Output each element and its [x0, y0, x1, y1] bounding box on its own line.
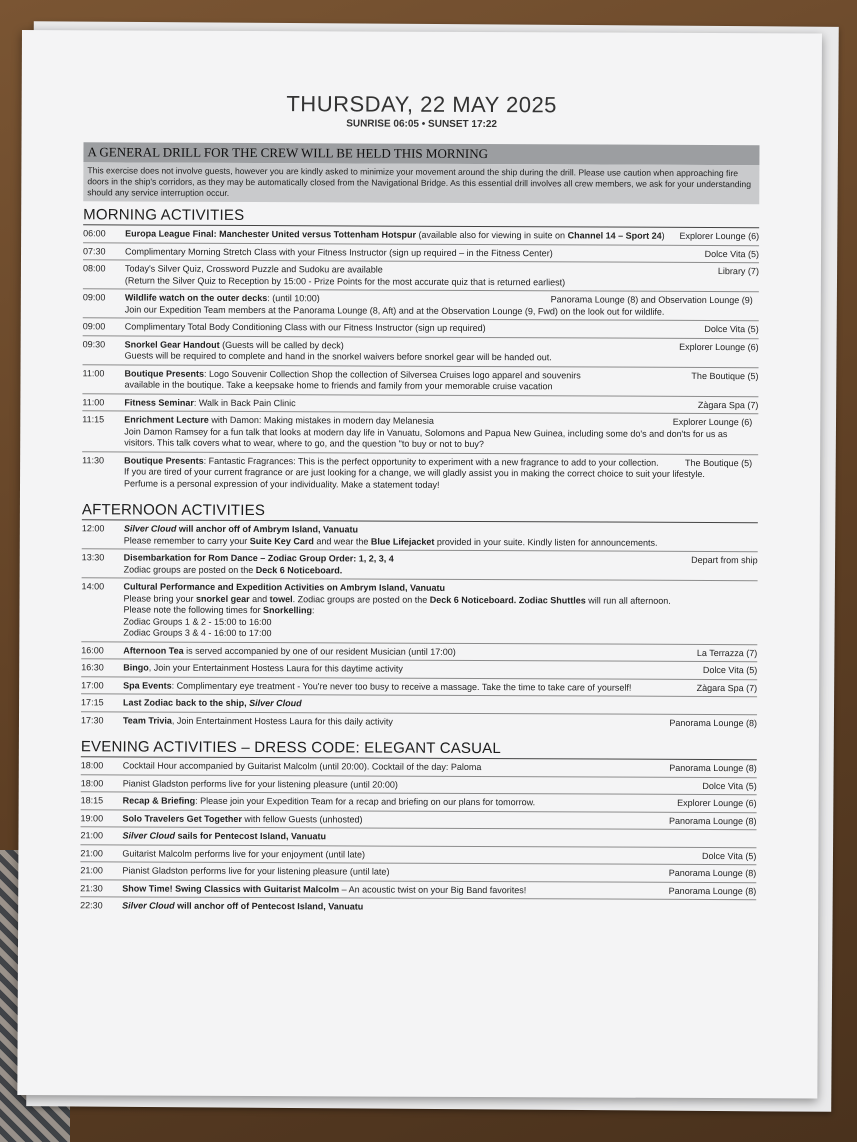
location: Explorer Lounge (6): [672, 416, 753, 428]
time: 12:00: [81, 523, 105, 534]
location: Library (7): [717, 266, 759, 277]
page-date: THURSDAY, 22 MAY 2025: [286, 91, 557, 118]
description: Complimentary Morning Stretch Class with your Fitness Instructor (sign up required – in the Fitness Center): [125, 245, 553, 258]
time: 07:30: [83, 245, 106, 256]
time: 16:00: [81, 644, 104, 655]
location: Explorer Lounge (6): [679, 341, 759, 352]
location: Zàgara Spa (7): [696, 682, 758, 693]
description: Silver Cloud sails for Pentecost Island, Vanuatu: [122, 830, 327, 842]
evening-heading: EVENING ACTIVITIES – DRESS CODE: ELEGANT CASUAL: [81, 738, 757, 760]
description: Fitness Seminar: Walk in Back Pain Clinic: [124, 396, 296, 408]
time: 21:30: [80, 882, 103, 893]
location: Panorama Lounge (8): [668, 885, 757, 896]
location: Zàgara Spa (7): [697, 399, 759, 410]
description: Today's Silver Quiz, Crossword Puzzle and Sudoku are available (Return the Silver Quiz to Reception by 15:00 - Prize Points for the most accurate quiz that is returned earliest): [124, 263, 566, 287]
location: Explorer Lounge (6): [677, 797, 757, 809]
location: Dolce Vita (5): [702, 850, 757, 861]
description: Enrichment Lecture with Damon: Making mistakes in modern day Melanesia Explorer Lounge (6) Join Damon Ramsey for a fun talk that looks at modern day life in Vanuatu, Solomons and Papua New Guinea, including some do's and don'ts for us as visitors. This talk covers what to wear, where to go, and the question "to buy or not to buy?: [124, 414, 753, 450]
description: Disembarkation for Rom Dance – Zodiac Group Order: 1, 2, 3, 4 Zodiac groups are posted on the Deck 6 Noticeboard.: [123, 552, 394, 575]
description: Guitarist Malcolm performs live for your enjoyment (until late): [122, 847, 366, 860]
time: 08:00: [82, 263, 106, 274]
description: Europa League Final: Manchester United versus Tottenham Hotspur (available also for viewing in suite on Channel 14 – Sport 24): [125, 228, 665, 241]
time: 09:00: [82, 292, 106, 303]
sunrise-sunset: SUNRISE 06:05 • SUNSET 17:22: [346, 118, 498, 131]
location: The Boutique (5): [685, 457, 753, 468]
morning-heading: MORNING ACTIVITIES: [83, 206, 759, 228]
location: Dolce Vita (5): [704, 248, 760, 259]
description: Last Zodiac back to the ship, Silver Cloud: [123, 697, 302, 709]
schedule-row: [82, 411, 758, 454]
time: 22:30: [80, 900, 103, 911]
location: Explorer Lounge (6): [679, 230, 760, 242]
description: Complimentary Total Body Conditioning Class with our Fitness Instructor (sign up required): [124, 321, 486, 334]
time: 16:30: [81, 662, 104, 673]
description: Solo Travelers Get Together with fellow Guests (unhosted): [122, 812, 363, 824]
description: Cultural Performance and Expedition Activities on Ambrym Island, Vanuatu Please bring your snorkel gear and towel. Zodiac groups are posted on the Deck 6 Noticeboard. Zodiac Shuttles will run all afternoon. Please note the following times for Snorkelling: Zodiac Groups 1 & 2 - 15:00 to 16:00 Zodiac Groups 3 & 4 - 16:00 to 17:00: [123, 581, 671, 639]
time: 11:00: [82, 367, 105, 378]
location: Panorama Lounge (8): [669, 717, 758, 728]
description: Wildlife watch on the outer decks: (until 10:00) Panorama Lounge (8) and Observation Lounge (9) Join our Expedition Team members at the Panorama Lounge (8, Aft) and at the Observation Lounge (9, Fwd) on the look out for wildlife.: [124, 292, 753, 317]
time: 06:00: [83, 228, 106, 239]
location: Dolce Vita (5): [702, 664, 758, 676]
drill-text: This exercise does not involve guests, however you are kindly asked to minimize your movement around the ship during the drill. Please use caution when approaching fire doors in the ship's corridors, as they may be automatically closed from the Navigational Bridge. As this essential drill involves all crew members, we ask for your understanding should any service interruption occur.: [83, 162, 759, 204]
description: Pianist Gladston performs live for your listening pleasure (until late): [122, 865, 390, 877]
location: Panorama Lounge (8): [668, 815, 757, 826]
time: 21:00: [80, 865, 103, 876]
time: 09:00: [82, 321, 106, 332]
time: 13:30: [81, 552, 105, 563]
schedule-row: [81, 578, 757, 644]
schedule-row: [80, 897, 756, 916]
schedule-row: [82, 452, 758, 494]
time: 17:15: [81, 697, 104, 708]
schedule-row: [82, 549, 758, 581]
time: 17:00: [81, 679, 104, 690]
schedule-row: [82, 365, 758, 397]
time: 18:00: [80, 777, 104, 788]
description: Silver Cloud will anchor off of Ambrym Island, Vanuatu Please remember to carry your Suite Key Card and wear the Blue Lifejacket provided in your suite. Kindly listen for announcements.: [123, 523, 658, 548]
description: Afternoon Tea is served accompanied by one of our resident Musician (until 17:00): [123, 644, 456, 657]
location: Dolce Vita (5): [704, 323, 759, 335]
time: 11:15: [82, 414, 105, 425]
description: Snorkel Gear Handout (Guests will be called by deck) Guests will be required to complete and hand in the snorkel waivers before snorkel gear will be handed out.: [124, 338, 552, 363]
description: Show Time! Swing Classics with Guitarist Malcolm – An acoustic twist on your Big Band favorites!: [122, 882, 527, 895]
time: 21:00: [80, 847, 103, 858]
time: 18:15: [80, 795, 104, 806]
location: La Terrazza (7): [696, 647, 758, 658]
afternoon-heading: AFTERNOON ACTIVITIES: [82, 501, 758, 523]
description: Bingo, Join your Entertainment Hostess Laura for this daytime activity: [123, 662, 403, 674]
time: 09:30: [82, 338, 106, 349]
time: 19:00: [80, 812, 104, 823]
description: Spa Events: Complimentary eye treatment - You're never too busy to receive a massage. Take the time to take care of yourself!: [123, 679, 632, 693]
location: Panorama Lounge (8): [668, 867, 757, 879]
drill-title: A GENERAL DRILL FOR THE CREW WILL BE HELD THIS MORNING: [83, 142, 759, 165]
location: Panorama Lounge (8) and Observation Lounge (9): [550, 294, 753, 306]
schedule-row: [81, 712, 757, 731]
time: 18:00: [80, 760, 104, 771]
time: 17:30: [80, 714, 104, 725]
header: [22, 30, 822, 131]
program-content: [80, 142, 759, 916]
description: Boutique Presents: Fantastic Fragrances: This is the perfect opportunity to experiment with a new fragrance to add to your collection. The Boutique (5) If you are tired of your current fragrance or are just looking for a change, we will gladly assist you in making the correct choice to suit your lifestyle. Perfume is a personal expression of your individuality. Make a statement today!: [124, 454, 753, 490]
schedule-row: [83, 289, 759, 321]
description: Boutique Presents: Logo Souvenir Collection Shop the collection of Silversea Cruises logo apparel and souvenirs available in the boutique. Take a keepsake home to friends and family from your memorable cruise vacation: [124, 367, 581, 392]
description: Team Trivia, Join Entertainment Hostess Laura for this daily activity: [122, 714, 393, 727]
description: Recap & Briefing: Please join your Expedition Team for a recap and briefing on our plans for tomorrow.: [122, 795, 536, 808]
schedule-row: [83, 260, 759, 292]
location: Panorama Lounge (8): [669, 762, 757, 774]
description: Pianist Gladston performs live for your listening pleasure (until 20:00): [122, 777, 398, 790]
schedule-row: [83, 336, 759, 368]
location: The Boutique (5): [691, 370, 759, 381]
time: 11:30: [82, 454, 105, 465]
description: Silver Cloud will anchor off of Pentecost Island, Vanuatu: [122, 900, 364, 912]
time: 21:00: [80, 830, 104, 841]
daily-program-sheet: [17, 30, 822, 1098]
location: Dolce Vita (5): [702, 780, 757, 791]
time: 11:00: [82, 396, 105, 407]
location: Depart from ship: [691, 554, 758, 566]
schedule-row: [82, 520, 758, 552]
time: 14:00: [81, 581, 105, 592]
description: Cocktail Hour accompanied by Guitarist Malcolm (until 20:00). Cocktail of the day: Paloma: [122, 760, 482, 773]
